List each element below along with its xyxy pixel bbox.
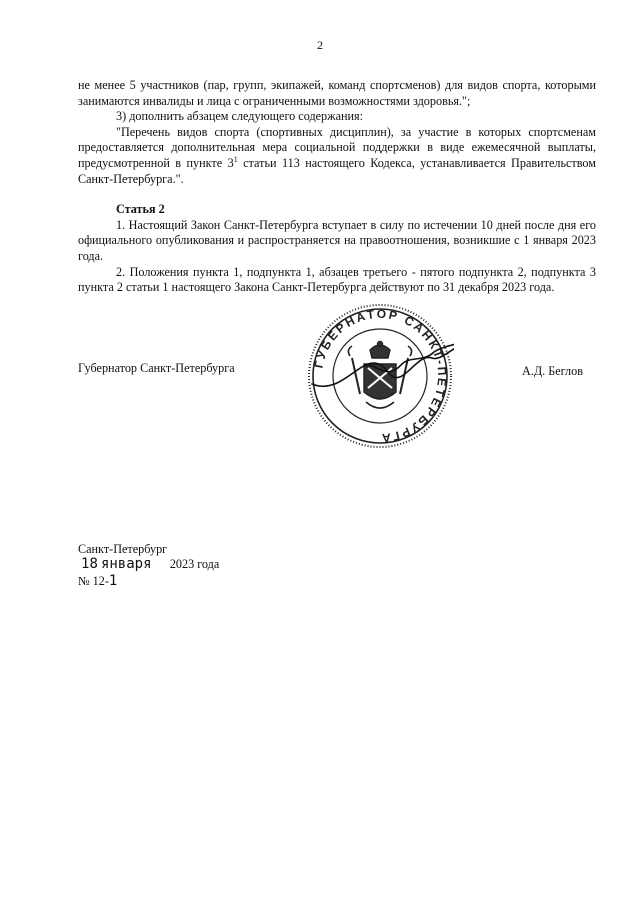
paragraph-amendment-3: 3) дополнить абзацем следующего содержания: (116, 109, 364, 124)
date-month: января (100, 556, 152, 572)
law-number-value: 1 (108, 573, 118, 589)
superscript: 1 (233, 154, 238, 164)
signing-date (78, 556, 219, 572)
date-day: 18 (81, 556, 98, 572)
coat-of-arms-icon (348, 342, 411, 409)
paragraph-sports-list (78, 125, 596, 187)
paragraph-sports-list-text: "Перечень видов спорта (спортивных дисциплин), за участие в которых спортсменам предоставляется дополнительная мера социальной поддержки в виде ежемесячной выплаты, предусмотренной в пункте 3 (78, 124, 596, 170)
official-seal-stamp (306, 302, 454, 450)
signing-city: Санкт-Петербург (78, 542, 168, 556)
seal-text: ГУБЕРНАТОР САНКТ-ПЕТЕРБУРГА (311, 306, 450, 446)
paragraph-continuation: не менее 5 участников (пар, групп, экипажей, команд спортсменов) для видов спорта, которыми занимаются инвалиды и лица с ограниченными возможностями здоровья."; (78, 78, 596, 108)
paragraph-entry-into-force: 1. Настоящий Закон Санкт-Петербурга вступает в силу по истечении 10 дней после дня его официального опубликования и распространяется на правоотношения, возникшие с 1 января 2023 года. (78, 217, 596, 263)
date-year: 2023 года (169, 557, 220, 571)
page-number: 2 (317, 38, 323, 52)
signatory-position: Губернатор Санкт-Петербурга (78, 361, 235, 375)
paragraph-validity: 2. Положения пункта 1, подпункта 1, абзацев третьего - пятого подпункта 2, подпункта 3 пункта 2 статьи 1 настоящего Закона Санкт-Петербурга действуют по 31 декабря 2023 года. (78, 264, 596, 295)
law-number (78, 573, 117, 589)
article-heading: Статья 2 (116, 202, 165, 217)
law-number-prefix: № 12- (78, 574, 109, 588)
document-body (78, 78, 596, 296)
paragraph-sports-list-end: статьи 113 настоящего Кодекса, устанавливается Правительством Санкт-Петербурга.". (78, 155, 596, 186)
signatory-name: А.Д. Беглов (522, 364, 583, 378)
